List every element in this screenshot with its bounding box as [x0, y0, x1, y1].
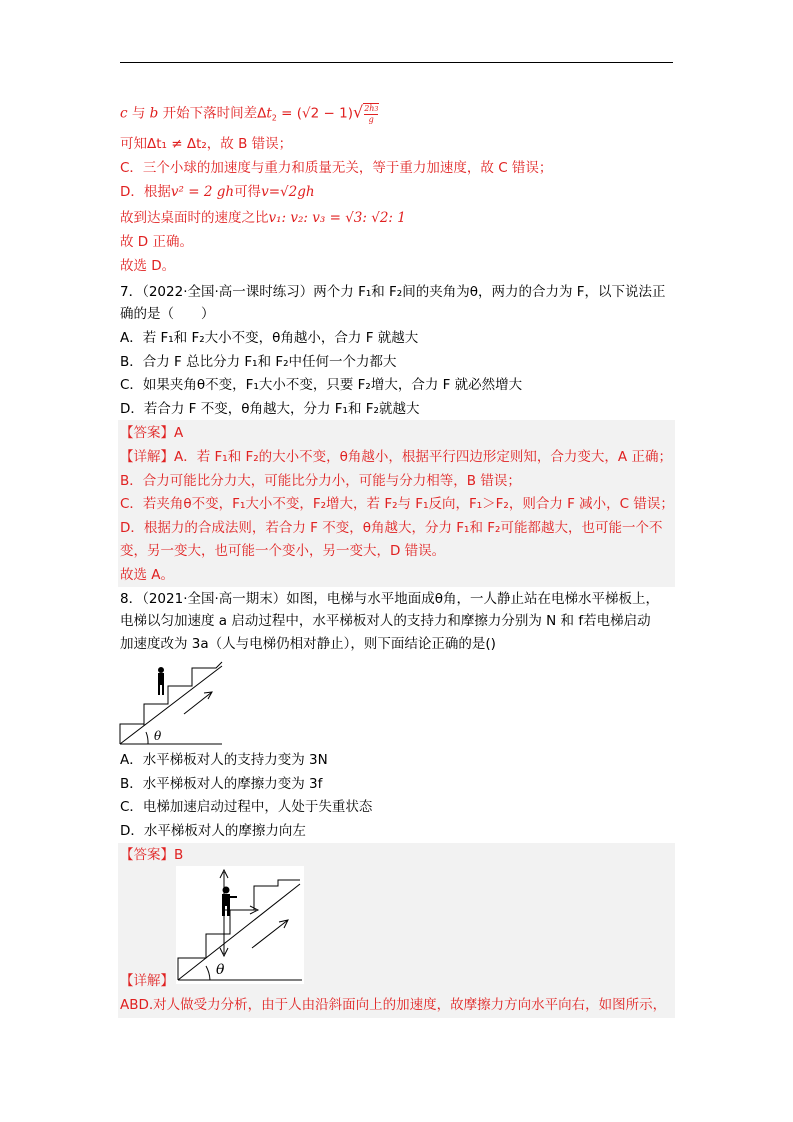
- q8-analysis-line-1: ABD.对人做受力分析，由于人由沿斜面向上的加速度，故摩擦力方向水平向右，如图所示，: [120, 997, 667, 1013]
- prev-solution-line-5: 故到达桌面时的速度之比v₁: v₂: v₃ = √3: √2: 1: [120, 210, 406, 226]
- time-fraction: $\frac{2h3}{g}$: [364, 104, 379, 124]
- header-rule: [120, 62, 673, 63]
- prev-solution-line-1: c 与 b 开始下落时间差$\Delta t_2 = (√2 - 1)√$ $\frac{2h3}{g}$: [120, 102, 379, 124]
- q7-answer: 【答案】A: [120, 425, 184, 441]
- q7-analysis-line-1: 【详解】A．若 F₁和 F₂的大小不变，θ角越小，根据平行四边形定则知，合力变大，A 正确；: [120, 449, 672, 465]
- q7-analysis-line-3: C．若夹角θ不变，F₁大小不变，F₂增大，若 F₂与 F₁反向，F₁＞F₂，则合力 F 减小，C 错误；: [120, 496, 674, 512]
- q8-option-a: A．水平梯板对人的支持力变为 3N: [120, 752, 328, 768]
- escalator-angle-label: θ: [154, 729, 162, 743]
- q7-option-a: A．若 F₁和 F₂大小不变，θ角越小，合力 F 就越大: [120, 330, 419, 346]
- q7-option-d: D．若合力 F 不变，θ角越大，分力 F₁和 F₂就越大: [120, 401, 420, 417]
- prev-solution-line-6: 故 D 正确。: [120, 234, 193, 250]
- q7-stem-line-2: 确的是（ ）: [120, 306, 215, 322]
- escalator-figure: [118, 658, 224, 748]
- q7-analysis-line-2: B．合力可能比分力大，可能比分力小，可能与分力相等，B 错误；: [120, 473, 521, 489]
- force-analysis-figure: [176, 866, 304, 984]
- q8-answer: 【答案】B: [120, 847, 184, 863]
- q8-option-b: B．水平梯板对人的摩擦力变为 3f: [120, 776, 323, 792]
- q7-analysis-line-4: D．根据力的合成法则，若合力 F 不变，θ角越大，分力 F₁和 F₂可能都越大，也可能一个不: [120, 520, 663, 536]
- q7-stem-line-1: 7．（2022·全国·高一课时练习）两个力 F₁和 F₂间的夹角为θ，两力的合力为 F，以下说法正: [120, 284, 666, 300]
- prev-solution-line-2: 可知Δt₁ ≠ Δt₂，故 B 错误；: [120, 136, 293, 152]
- force-angle-label: θ: [216, 962, 225, 978]
- prev-solution-line-3: C．三个小球的加速度与重力和质量无关，等于重力加速度，故 C 错误；: [120, 160, 553, 176]
- prev-solution-line-4: D．根据v² = 2 gh可得v=√2gh: [120, 184, 315, 200]
- q7-analysis-line-6: 故选 A。: [120, 567, 175, 583]
- q7-option-b: B．合力 F 总比分力 F₁和 F₂中任何一个力都大: [120, 354, 397, 370]
- q7-analysis-line-5: 变，另一变大，也可能一个变小，另一变大，D 错误。: [120, 543, 446, 559]
- q8-option-c: C．电梯加速启动过程中，人处于失重状态: [120, 799, 373, 815]
- q8-stem-line-2: 电梯以匀加速度 a 启动过程中，水平梯板对人的支持力和摩擦力分别为 N 和 f若电梯启动: [120, 613, 651, 629]
- q8-analysis-label: 【详解】: [120, 973, 174, 989]
- q8-stem-line-1: 8．（2021·全国·高一期末）如图，电梯与水平地面成θ角，一人静止站在电梯水平梯板上，: [120, 591, 660, 607]
- q8-stem-line-3: 加速度改为 3a（人与电梯仍相对静止），则下面结论正确的是(): [120, 636, 496, 652]
- q7-option-c: C．如果夹角θ不变，F₁大小不变，只要 F₂增大，合力 F 就必然增大: [120, 377, 523, 393]
- prev-solution-line-7: 故选 D。: [120, 258, 176, 274]
- q8-option-d: D．水平梯板对人的摩擦力向左: [120, 823, 306, 839]
